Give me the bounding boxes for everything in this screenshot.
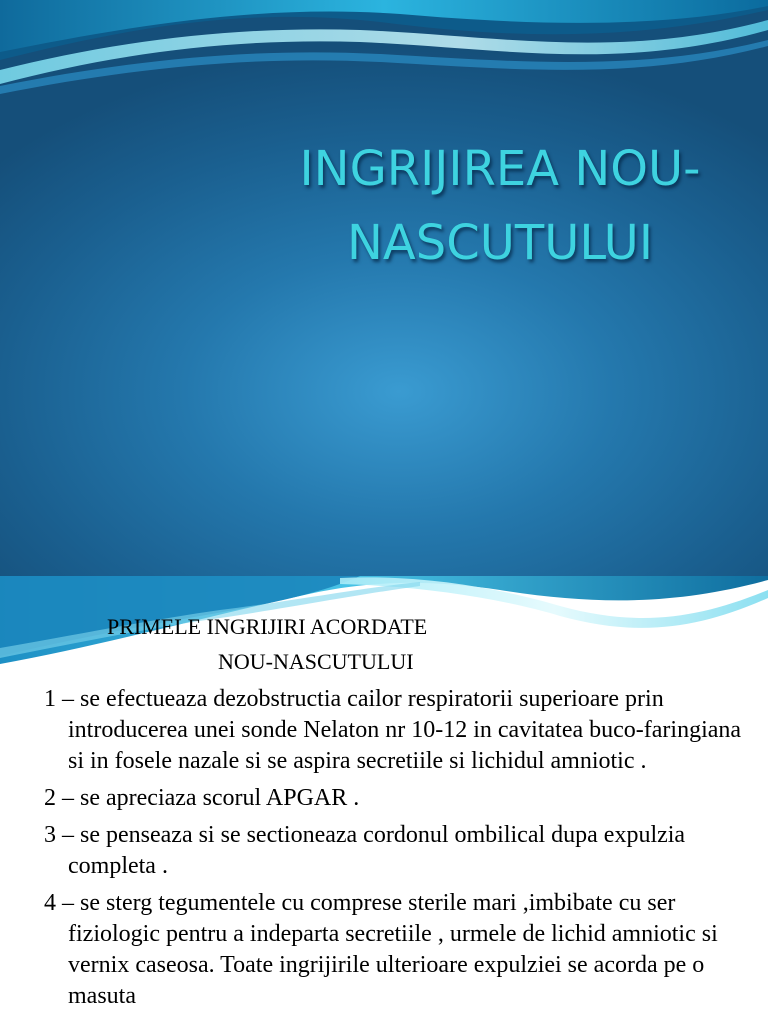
list-item: 3 – se penseaza si se sectioneaza cordonul ombilical dupa expulzia completa .: [44, 822, 686, 879]
list-item: 4 – se sterg tegumentele cu comprese sterile mari ,imbibate cu ser fiziologic pentru a indeparta secretiile , urmele de lichid amniotic si vernix caseosa. Toate ingrijirile ulterioare expulziei se acorda pe o masuta: [44, 890, 718, 1009]
slide-title-line-2: NASCUTULUI: [347, 215, 653, 271]
slide-title: [270, 132, 730, 280]
slide-title-line-1: INGRIJIREA NOU-: [299, 141, 701, 197]
content-heading-line-1: PRIMELE INGRIJIRI ACORDATE: [107, 614, 428, 639]
list-item: 1 – se efectueaza dezobstructia cailor respiratorii superioare prin introducerea unei sonde Nelaton nr 10-12 in cavitatea buco-faringiana si in fosele nazale si se aspira secretiile si lichidul amniotic .: [44, 686, 742, 774]
content-heading-line-2: NOU-NASCUTULUI: [218, 649, 414, 674]
list-item: 2 – se apreciaza scorul APGAR .: [44, 785, 360, 811]
care-steps-list: [44, 684, 744, 1018]
content-slide: [0, 576, 768, 1024]
